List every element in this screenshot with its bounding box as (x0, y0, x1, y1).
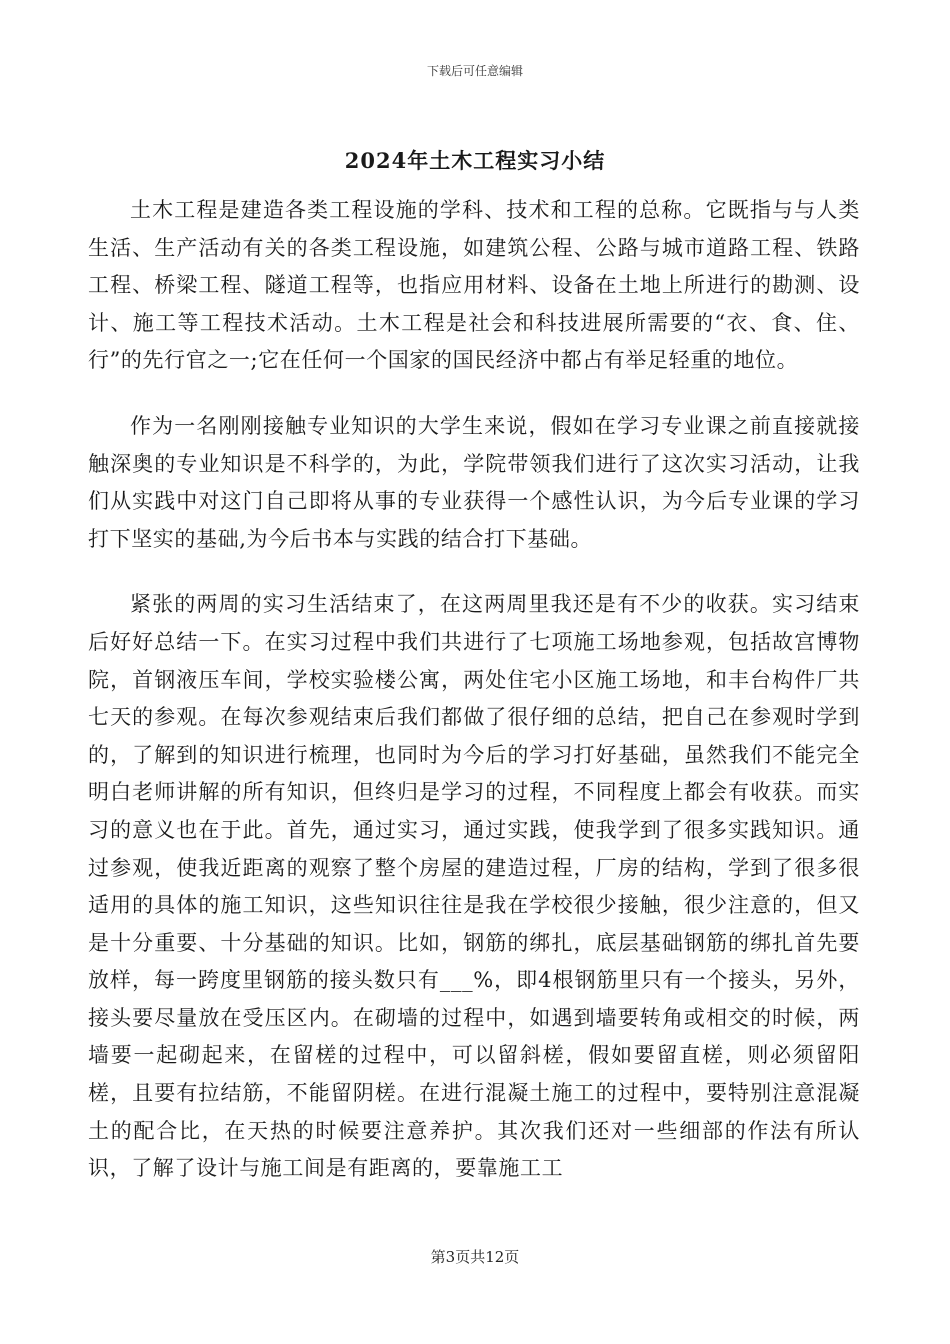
document-body (88, 192, 860, 1188)
page-number: 第3页共12页 (430, 1248, 520, 1266)
paragraph-summary: 紧张的两周的实习生活结束了，在这两周里我还是有不少的收获。实习结束后好好总结一下。在实习过程中我们共进行了七项施工场地参观，包括故宫博物院，首钢液压车间，学校实验楼公寓，两处住宅小区施工场地，和丰台构件厂共七天的参观。在每次参观结束后我们都做了很仔细的总结，把自己在参观时学到的，了解到的知识进行梳理，也同时为今后的学习打好基础，虽然我们不能完全明白老师讲解的所有知识，但终归是学习的过程，不同程度上都会有收获。而实习的意义也在于此。首先，通过实习，通过实践，使我学到了很多实践知识。通过参观，使我近距离的观察了整个房屋的建造过程，厂房的结构，学到了很多很适用的具体的施工知识，这些知识往往是我在学校很少接触，很少注意的，但又是十分重要、十分基础的知识。比如，钢筋的绑扎，底层基础钢筋的绑扎首先要放样，每一跨度里钢筋的接头数只有___%，即4根钢筋里只有一个接头，另外，接头要尽量放在受压区内。在砌墙的过程中，如遇到墙要转角或相交的时候，两墙要一起砌起来，在留槎的过程中，可以留斜槎，假如要留直槎，则必须留阳槎，且要有拉结筋，不能留阴槎。在进行混凝土施工的过程中，要特别注意混凝土的配合比，在天热的时候要注意养护。其次我们还对一些细部的作法有所认识，了解了设计与施工间是有距离的，要靠施工工 (88, 592, 860, 1181)
paragraph-intro: 土木工程是建造各类工程设施的学科、技术和工程的总称。它既指与与人类生活、生产活动有关的各类工程设施，如建筑公程、公路与城市道路工程、铁路工程、桥梁工程、隧道工程等，也指应用材料、设备在土地上所进行的勘测、设计、施工等工程技术活动。土木工程是社会和科技进展所需要的“衣、食、住、行”的先行官之一;它在任何一个国家的国民经济中都占有举足轻重的地位。 (88, 198, 860, 373)
paragraph-purpose: 作为一名刚刚接触专业知识的大学生来说，假如在学习专业课之前直接就接触深奥的专业知识是不科学的，为此，学院带领我们进行了这次实习活动，让我们从实践中对这门自己即将从事的专业获得一个感性认识，为今后专业课的学习打下坚实的基础,为今后书本与实践的结合打下基础。 (88, 413, 860, 551)
document-title: 2024年土木工程实习小结 (344, 148, 606, 173)
header-note: 下载后可任意编辑 (426, 64, 523, 78)
